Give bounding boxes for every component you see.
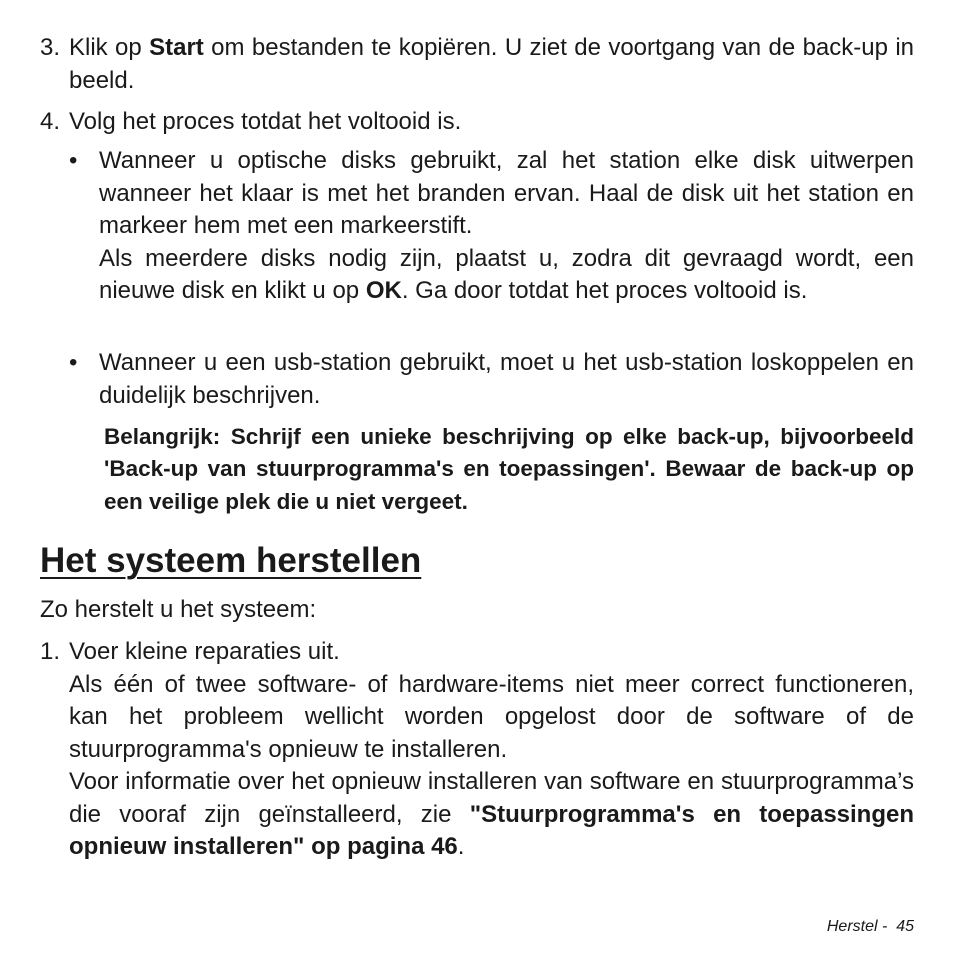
bullet-text-part: Als meerdere disks nodig zijn, plaatst u, zodra dit gevraagd wordt, een nieuwe disk en klikt u op — [99, 244, 914, 304]
step-4 — [40, 106, 914, 139]
footer-section: Herstel - — [826, 918, 888, 935]
bullet-mark: • — [69, 147, 78, 174]
step-text — [69, 32, 914, 97]
bullet-usb-station — [69, 347, 914, 412]
important-note: Belangrijk: Schrijf een unieke beschrijving op elke back-up, bijvoorbeeld 'Back-up van stuurprogramma's en toepassingen'. Bewaar de back-up op een veilige plek die u niet vergeet. — [104, 424, 914, 514]
step-1 — [40, 636, 914, 864]
step-paragraph: Als één of twee software- of hardware-items niet meer correct functioneren, kan het probleem wellicht worden opgelost door de software of de stuurprogramma's opnieuw te installeren. — [69, 670, 914, 763]
step-text-part: Voor informatie over het opnieuw installeren van software en stuurprogramma’s die vooraf zijn geïnstalleerd, zie — [69, 768, 914, 828]
cross-reference: "Stuurprogramma's en toepassingen opnieuw installeren" op pagina 46 — [69, 800, 915, 860]
step-text-part: . — [457, 833, 465, 860]
bullet-paragraph — [99, 243, 914, 308]
step-body — [69, 636, 914, 864]
bullet-paragraph: Wanneer u optische disks gebruikt, zal het station elke disk uitwerpen wanneer het klaar is met het branden ervan. Haal de disk uit het station en markeer hem met een markeerstift. — [99, 147, 914, 239]
step-text: Volg het proces totdat het voltooid is. — [69, 108, 462, 135]
step-3 — [40, 32, 914, 97]
section-title: Het systeem herstellen — [40, 541, 422, 580]
bullet-optical-disks — [69, 145, 914, 308]
page-footer — [827, 916, 914, 938]
step-number: 4. — [40, 108, 61, 135]
bullet-body — [99, 145, 914, 308]
bullet-paragraph: Wanneer u een usb-station gebruikt, moet u het usb-station loskoppelen en duidelijk beschrijven. — [99, 349, 914, 409]
step-text-part: Klik op — [69, 34, 150, 61]
step-number: 3. — [40, 34, 61, 61]
step-paragraph — [69, 766, 914, 864]
section-intro: Zo herstelt u het systeem: — [40, 596, 317, 623]
ok-keyword: OK — [365, 277, 402, 304]
step-text-part: om bestanden te kopiëren. U ziet de voortgang van de back-up in beeld. — [69, 34, 914, 94]
step-text: Voer kleine reparaties uit. — [69, 638, 340, 665]
start-keyword: Start — [149, 34, 204, 61]
step-number: 1. — [40, 638, 61, 665]
bullet-text-part: . Ga door totdat het proces voltooid is. — [401, 277, 808, 304]
page-number: 45 — [896, 918, 914, 935]
bullet-mark: • — [69, 349, 78, 376]
